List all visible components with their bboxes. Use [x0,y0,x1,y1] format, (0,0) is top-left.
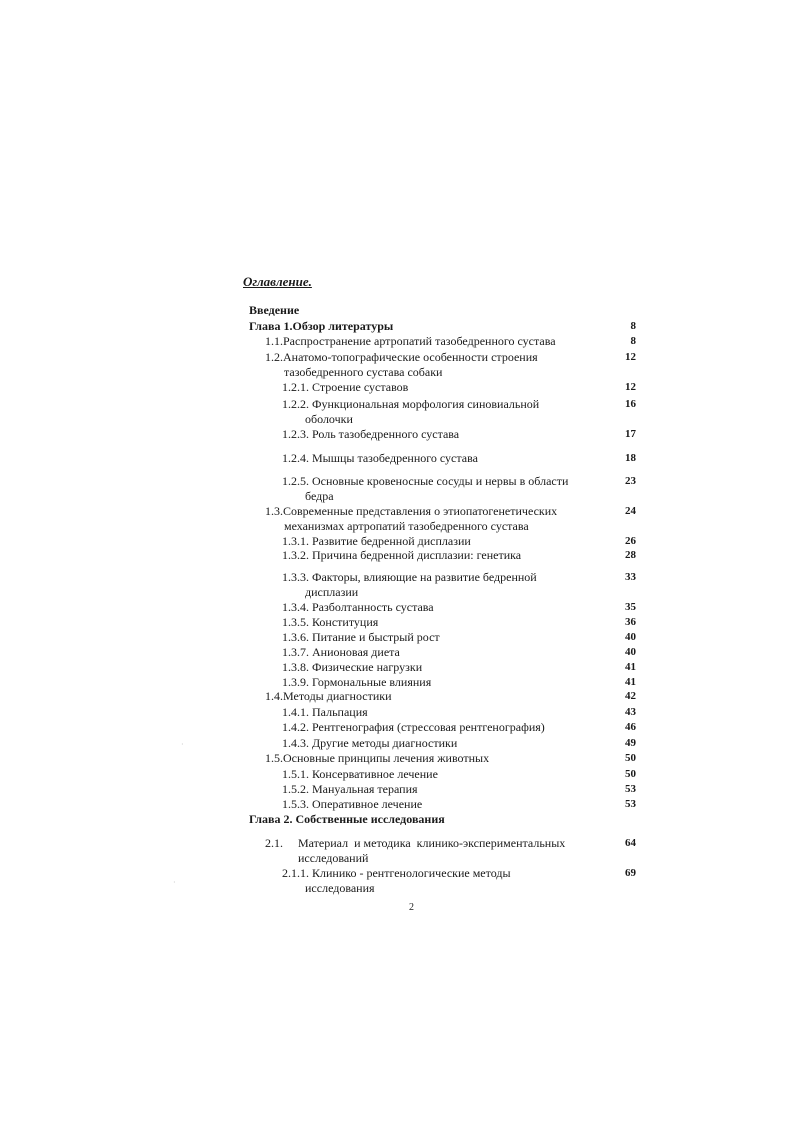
toc-entry-1-2-3: 1.2.3. Роль тазобедренного сустава [282,427,460,441]
toc-entry-1-4-2: 1.4.2. Рентгенография (стрессовая рентгенография) [282,720,545,734]
toc-page-1-2-4: 18 [625,452,636,464]
toc-entry-1-3-7: 1.3.7. Анионовая диета [282,645,400,659]
toc-page-1-2-1: 12 [625,381,636,393]
toc-entry-chapter-2: Глава 2. Собственные исследования [249,812,445,826]
toc-entry-1-3-6: 1.3.6. Питание и быстрый рост [282,630,440,644]
toc-page-1-5-2: 53 [625,783,636,795]
toc-entry-2-1-cont: исследований [298,851,369,865]
toc-page-1-3-1: 26 [625,535,636,547]
toc-entry-1-2-4: 1.2.4. Мышцы тазобедренного сустава [282,451,478,465]
toc-page-1-4-3: 49 [625,737,636,749]
toc-page-1-3-2: 28 [625,549,636,561]
toc-entry-1-3-cont: механизмах артропатий тазобедренного сустава [284,519,529,533]
toc-entry-1-1: 1.1.Распространение артропатий тазобедренного сустава [265,334,556,348]
page-number: 2 [409,902,414,913]
toc-entry-1-5: 1.5.Основные принципы лечения животных [265,751,490,765]
toc-entry-intro: Введение [249,303,300,317]
toc-entry-1-5-1: 1.5.1. Консервативное лечение [282,767,438,781]
toc-entry-1-3-5: 1.3.5. Конституция [282,615,379,629]
toc-entry-1-3-4: 1.3.4. Разболтанность сустава [282,600,434,614]
toc-page-1-3-7: 40 [625,646,636,658]
toc-entry-1-2-2: 1.2.2. Функциональная морфология синовиальной [282,397,540,411]
toc-page-1-4-2: 46 [625,721,636,733]
toc-page-1-3-3: 33 [625,571,636,583]
toc-entry-1-2-cont: тазобедренного сустава собаки [284,365,443,379]
toc-page-1-1: 8 [630,335,636,347]
toc-page-1-3-8: 41 [625,661,636,673]
toc-entry-1-2-5: 1.2.5. Основные кровеносные сосуды и нервы в области [282,474,569,488]
toc-entry-1-3: 1.3.Современные представления о этиопатогенетических [265,504,558,518]
toc-page-1-2-3: 17 [625,428,636,440]
toc-page-1-2: 12 [625,351,636,363]
toc-page-1-3-6: 40 [625,631,636,643]
toc-entry-2-1-1-cont: исследования [305,881,375,895]
toc-entry-1-3-3: 1.3.3. Факторы, влияющие на развитие бедренной [282,570,537,584]
toc-entry-1-3-3-cont: дисплазии [305,585,359,599]
toc-entry-1-2-2-cont: оболочки [305,412,353,426]
toc-entry-1-3-1: 1.3.1. Развитие бедренной дисплазии [282,534,471,548]
toc-entry-1-5-3: 1.5.3. Оперативное лечение [282,797,423,811]
toc-page-1-4: 42 [625,690,636,702]
toc-entry-2-1: 2.1. Материал и методика клинико-экспериментальных [265,836,566,850]
toc-page-1-5-3: 53 [625,798,636,810]
toc-entry-1-4-3: 1.4.3. Другие методы диагностики [282,736,458,750]
toc-entry-chapter-1: Глава 1.Обзор литературы [249,319,394,333]
toc-entry-1-4: 1.4.Методы диагностики [265,689,392,703]
scan-speck: · [173,878,176,887]
toc-entry-1-5-2: 1.5.2. Мануальная терапия [282,782,418,796]
toc-page-1-5-1: 50 [625,768,636,780]
toc-entry-1-4-1: 1.4.1. Пальпация [282,705,368,719]
toc-page-1-3-9: 41 [625,676,636,688]
toc-page-2-1: 64 [625,837,636,849]
toc-entry-2-1-1: 2.1.1. Клинико - рентгенологические методы [282,866,511,880]
toc-page-1-4-1: 43 [625,706,636,718]
toc-title: Оглавление. [243,274,312,289]
toc-page-1-3-4: 35 [625,601,636,613]
toc-page-1-2-5: 23 [625,475,636,487]
toc-page-chapter-1: 8 [630,320,636,332]
toc-entry-1-3-2: 1.3.2. Причина бедренной дисплазии: генетика [282,548,522,562]
toc-page-1-5: 50 [625,752,636,764]
toc-page-1-3-5: 36 [625,616,636,628]
toc-entry-1-2-1: 1.2.1. Строение суставов [282,380,409,394]
scan-speck: · [181,740,184,749]
toc-entry-1-2: 1.2.Анатомо-топографические особенности строения [265,350,538,364]
toc-page-2-1-1: 69 [625,867,636,879]
toc-entry-1-3-9: 1.3.9. Гормональные влияния [282,675,432,689]
toc-entry-1-2-5-cont: бедра [305,489,334,503]
toc-page-1-2-2: 16 [625,398,636,410]
toc-entry-1-3-8: 1.3.8. Физические нагрузки [282,660,423,674]
toc-page-1-3: 24 [625,505,636,517]
